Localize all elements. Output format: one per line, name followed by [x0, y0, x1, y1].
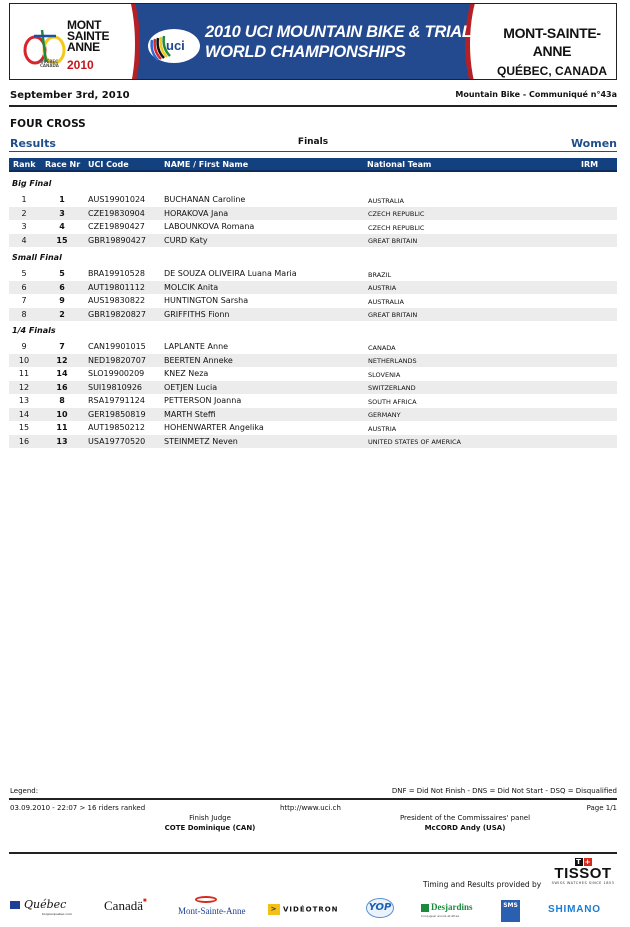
rider-name-cell: LABOUNKOVA Romana: [164, 222, 255, 231]
table-row: [9, 340, 617, 354]
race-nr-cell: 7: [59, 342, 65, 351]
rank-cell: 13: [18, 396, 30, 405]
national-team-cell: SOUTH AFRICA: [368, 397, 417, 406]
uci-code-cell: SLO19900209: [88, 369, 145, 378]
rider-name-cell: HUNTINGTON Sarsha: [164, 296, 249, 305]
uci-code-cell: RSA19791124: [88, 396, 145, 405]
rider-name-cell: GRIFFITHS Fionn: [164, 309, 230, 319]
uci-code-cell: AUT19801112: [88, 282, 145, 292]
rank-cell: 4: [21, 235, 27, 245]
divider: [9, 852, 617, 854]
national-team-cell: AUSTRALIA: [368, 297, 404, 306]
national-team-cell: GREAT BRITAIN: [368, 237, 418, 245]
event-banner: [9, 3, 617, 80]
group-label: Big Final: [12, 179, 52, 188]
tissot-logo: [548, 858, 618, 885]
uci-website-link[interactable]: http://www.uci.ch: [280, 804, 341, 812]
sponsor-quebec-text: Québec: [24, 898, 67, 911]
uci-code-cell: AUS19830822: [88, 296, 146, 305]
national-team-cell: SWITZERLAND: [368, 384, 416, 392]
sponsor-quebec-logo: [10, 898, 72, 916]
table-row: [9, 281, 617, 295]
national-team-cell: GREAT BRITAIN: [368, 311, 418, 319]
rider-name-cell: BEERTEN Anneke: [164, 355, 233, 365]
timestamp: 03.09.2010 - 22:07 > 16 riders ranked: [10, 804, 146, 812]
sponsor-videotron-text: VIDÉOTRON: [283, 905, 339, 914]
table-row: [9, 207, 617, 221]
race-nr-cell: 5: [59, 269, 65, 278]
rank-cell: 11: [18, 369, 30, 378]
rider-name-cell: STEINMETZ Neven: [164, 436, 238, 446]
rank-cell: 16: [18, 436, 30, 446]
rider-name-cell: CURD Katy: [164, 235, 208, 245]
table-row: [9, 394, 617, 408]
host-logo-region: QUÉBEC: [40, 59, 59, 64]
host-logo-line: ANNE: [67, 40, 100, 54]
host-logo-year: 2010: [67, 58, 94, 72]
rank-cell: 15: [18, 423, 30, 432]
rider-name-cell: MARTH Steffi: [164, 409, 216, 419]
rank-cell: 10: [18, 355, 30, 365]
rider-name-cell: HORAKOVA Jana: [164, 208, 229, 218]
race-nr-cell: 12: [56, 355, 68, 365]
column-header-rank: Rank: [13, 160, 36, 169]
finish-judge-role: Finish Judge: [189, 814, 231, 822]
host-logo-line: MONT: [67, 18, 102, 32]
rank-cell: 6: [21, 282, 27, 292]
national-team-cell: AUSTRIA: [368, 284, 397, 292]
uci-code-cell: CZE19830904: [88, 208, 145, 218]
national-team-cell: CANADA: [368, 343, 396, 352]
svg-text:uci: uci: [166, 38, 185, 53]
president-block: [380, 813, 550, 833]
uci-code-cell: GER19850819: [88, 409, 146, 419]
sponsor-yop-logo: YOP: [366, 898, 394, 918]
race-nr-cell: 10: [56, 409, 68, 419]
column-header-race-nr: Race Nr: [45, 160, 81, 169]
legend-text: DNF = Did Not Finish - DNS = Did Not Start - DSQ = Disqualified: [391, 787, 617, 795]
rank-cell: 3: [21, 222, 27, 231]
race-nr-cell: 11: [56, 423, 68, 432]
swiss-cross-icon: +: [584, 858, 591, 866]
tissot-tagline: SWISS WATCHES SINCE 1853: [551, 881, 615, 885]
race-nr-cell: 13: [56, 436, 68, 446]
uci-code-cell: BRA19910528: [88, 269, 145, 278]
table-row: [9, 367, 617, 381]
sponsor-videotron-logo: [268, 904, 339, 915]
rank-cell: 9: [21, 342, 27, 351]
results-label: Results: [10, 137, 56, 150]
race-nr-cell: 15: [56, 235, 68, 245]
race-nr-cell: 6: [59, 282, 65, 292]
race-nr-cell: 3: [59, 208, 65, 218]
race-nr-cell: 1: [59, 195, 65, 204]
race-nr-cell: 14: [56, 369, 68, 378]
table-row: [9, 220, 617, 234]
tissot-brand: TISSOT: [554, 865, 612, 882]
divider: [9, 151, 617, 152]
category-label: Women: [570, 137, 617, 150]
canada-flag-icon: ■: [142, 898, 147, 904]
results-table-header: [9, 158, 617, 172]
table-row: [9, 234, 617, 248]
rider-name-cell: BUCHANAN Caroline: [164, 195, 246, 204]
national-team-cell: SLOVENIA: [368, 370, 401, 379]
page-number: Page 1/1: [586, 804, 617, 812]
timing-credit: Timing and Results provided by: [423, 880, 542, 889]
sponsor-desjardins-logo: [421, 902, 473, 918]
championship-subtitle: WORLD CHAMPIONSHIPS: [205, 43, 406, 61]
rank-cell: 1: [21, 195, 27, 204]
table-row: [9, 267, 617, 281]
host-logo-region: CANADA: [40, 63, 59, 68]
race-nr-cell: 16: [56, 382, 68, 392]
national-team-cell: BRAZIL: [368, 270, 392, 279]
uci-code-cell: GBR19890427: [88, 235, 146, 245]
uci-code-cell: AUT19850212: [88, 423, 145, 432]
championship-title: 2010 UCI MOUNTAIN BIKE & TRIALS: [205, 23, 483, 41]
uci-code-cell: NED19820707: [88, 355, 146, 365]
rider-name-cell: OETJEN Lucia: [164, 382, 218, 392]
table-row: [9, 354, 617, 368]
president-name: McCORD Andy (USA): [424, 824, 506, 832]
column-header-uci-code: UCI Code: [88, 160, 129, 169]
sponsor-mont-sainte-anne-logo: [178, 906, 246, 916]
legend-label: Legend:: [10, 787, 39, 795]
quebec-flag-icon: [10, 901, 20, 909]
divider: [9, 798, 617, 800]
column-header-irm: IRM: [581, 160, 599, 169]
uci-code-cell: GBR19820827: [88, 309, 146, 319]
rank-cell: 7: [21, 296, 27, 305]
uci-code-cell: CAN19901015: [88, 342, 146, 351]
sponsor-canada-logo: [104, 898, 147, 914]
venue-name: MONT-SAINTE-ANNE: [503, 25, 601, 59]
rank-cell: 2: [21, 208, 27, 218]
national-team-cell: GERMANY: [368, 411, 401, 419]
sponsor-shimano-logo: SHIMANO: [548, 904, 601, 915]
rider-name-cell: KNEZ Neza: [164, 369, 209, 378]
round-label: Finals: [297, 137, 329, 147]
race-nr-cell: 9: [59, 296, 65, 305]
mont-sainte-anne-logo: [20, 12, 115, 74]
national-team-cell: AUSTRALIA: [368, 196, 404, 205]
sponsor-canada-text: Canadä: [104, 898, 143, 913]
rank-cell: 8: [21, 309, 27, 319]
table-row: [9, 193, 617, 207]
president-role: President of the Commissaires' panel: [399, 814, 531, 822]
sponsor-desjardins-text: Desjardins: [431, 902, 473, 912]
rider-name-cell: LAPLANTE Anne: [164, 342, 229, 351]
document-date: September 3rd, 2010: [10, 90, 130, 101]
desjardins-icon: [421, 904, 429, 912]
table-row: [9, 408, 617, 422]
finish-judge-block: [145, 813, 275, 833]
group-label: Small Final: [12, 253, 62, 262]
table-row: [9, 294, 617, 308]
uci-code-cell: SUI19810926: [88, 382, 143, 392]
rider-name-cell: MOLCIK Anita: [164, 282, 219, 292]
videotron-play-icon: >: [268, 904, 280, 915]
national-team-cell: CZECH REPUBLIC: [368, 210, 425, 218]
rank-cell: 5: [21, 269, 27, 278]
host-logo-line: SAINTE: [67, 29, 110, 43]
table-row: [9, 381, 617, 395]
uci-logo-icon: [144, 26, 202, 66]
divider: [9, 105, 617, 107]
rider-name-cell: PETTERSON Joanna: [164, 396, 242, 405]
tissot-t-icon: T: [576, 858, 581, 866]
rank-cell: 14: [18, 409, 30, 419]
venue-region: QUÉBEC, CANADA: [496, 64, 607, 78]
sponsor-desjardins-tagline: Conjuguer avoirs et êtres: [421, 914, 460, 918]
race-nr-cell: 8: [59, 396, 65, 405]
rank-cell: 12: [18, 382, 30, 392]
national-team-cell: UNITED STATES OF AMERICA: [368, 438, 461, 446]
uci-code-cell: AUS19901024: [88, 195, 146, 204]
column-header-name: NAME / First Name: [164, 160, 249, 169]
sponsor-msa-text: Mont-Sainte-Anne: [178, 906, 246, 916]
sponsor-quebec-url: bonjourquebec.com: [42, 912, 72, 916]
table-row: [9, 421, 617, 435]
msa-swoosh-icon: [195, 896, 217, 903]
sponsor-sms-logo: SMS: [501, 900, 520, 922]
race-nr-cell: 4: [59, 222, 65, 231]
uci-code-cell: CZE19890427: [88, 222, 145, 231]
national-team-cell: AUSTRIA: [368, 424, 397, 433]
finish-judge-name: COTE Dominique (CAN): [164, 824, 256, 832]
rider-name-cell: HOHENWARTER Angelika: [164, 423, 264, 432]
table-row: [9, 308, 617, 322]
communique-number: Mountain Bike - Communiqué n°43a: [455, 90, 617, 99]
group-label: 1/4 Finals: [12, 326, 56, 335]
rider-name-cell: DE SOUZA OLIVEIRA Luana Maria: [164, 269, 297, 278]
uci-code-cell: USA19770520: [88, 436, 146, 446]
table-row: [9, 435, 617, 449]
national-team-cell: NETHERLANDS: [368, 357, 417, 365]
national-team-cell: CZECH REPUBLIC: [368, 223, 425, 232]
event-title: FOUR CROSS: [10, 118, 86, 130]
race-nr-cell: 2: [59, 309, 65, 319]
column-header-national-team: National Team: [367, 160, 432, 169]
